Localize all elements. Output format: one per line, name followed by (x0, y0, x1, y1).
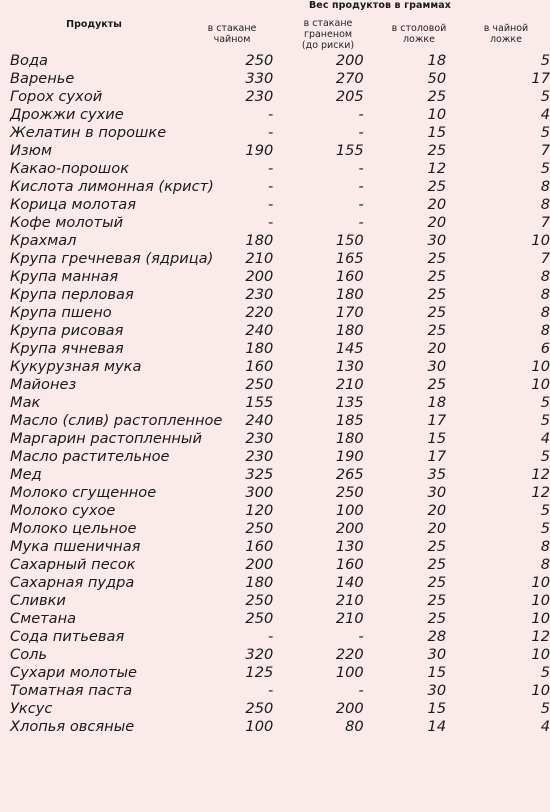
product-name: Горох сухой (10, 88, 103, 105)
table-row (10, 466, 550, 484)
tablespoon-value: 20 (427, 196, 447, 213)
column-header-tea-glass: в стакане чайном (207, 23, 257, 45)
table-row (10, 268, 550, 286)
table-row (10, 592, 550, 610)
tea-glass-value: 300 (245, 484, 274, 501)
teaspoon-value: 5 (540, 88, 550, 105)
column-header-teaspoon: в чайной ложке (483, 23, 529, 45)
faceted-glass-value: 180 (335, 430, 364, 447)
tea-glass-value: 250 (245, 52, 274, 69)
teaspoon-value: 8 (540, 178, 550, 195)
product-name: Крупа пшено (10, 304, 112, 321)
tablespoon-value: 25 (427, 556, 447, 573)
faceted-glass-value: 190 (335, 448, 364, 465)
teaspoon-value: 10 (531, 646, 550, 663)
tea-glass-value: 250 (245, 700, 274, 717)
product-name: Сахарный песок (10, 556, 136, 573)
table-row (10, 610, 550, 628)
tablespoon-value: 20 (427, 214, 447, 231)
tea-glass-value: 250 (245, 520, 274, 537)
table-row (10, 142, 550, 160)
product-name: Изюм (10, 142, 52, 159)
teaspoon-value: 8 (540, 538, 550, 555)
teaspoon-value: 5 (540, 160, 550, 177)
table-body (10, 52, 550, 736)
faceted-glass-value: 210 (335, 610, 364, 627)
faceted-glass-value: 160 (335, 556, 364, 573)
teaspoon-value: 4 (540, 430, 550, 447)
tablespoon-value: 15 (427, 430, 447, 447)
faceted-glass-value: 160 (335, 268, 364, 285)
teaspoon-value: 10 (531, 376, 550, 393)
tea-glass-value: 240 (245, 322, 274, 339)
tablespoon-value: 17 (427, 412, 447, 429)
teaspoon-value: 4 (540, 718, 550, 735)
faceted-glass-value: 130 (335, 358, 364, 375)
faceted-glass-value: 200 (335, 52, 364, 69)
teaspoon-value: 7 (540, 214, 550, 231)
product-name: Дрожжи сухие (10, 106, 124, 123)
product-name: Какао-порошок (10, 160, 130, 177)
table-row (10, 160, 550, 178)
tea-glass-value: 200 (245, 268, 274, 285)
tablespoon-value: 25 (427, 610, 447, 627)
tea-glass-value: 100 (245, 718, 274, 735)
tablespoon-value: 25 (427, 88, 447, 105)
table-row (10, 196, 550, 214)
teaspoon-value: 5 (540, 394, 550, 411)
tablespoon-value: 35 (427, 466, 447, 483)
product-name: Сода питьевая (10, 628, 125, 645)
product-name: Крупа ячневая (10, 340, 124, 357)
teaspoon-value: 8 (540, 286, 550, 303)
column-header-faceted-glass: в стакане граненом (до риски) (301, 18, 355, 51)
tea-glass-value: 120 (245, 502, 274, 519)
faceted-glass-value: 265 (335, 466, 364, 483)
table-row (10, 376, 550, 394)
tea-glass-value: 325 (245, 466, 274, 483)
table-row (10, 700, 550, 718)
weights-table (10, 52, 550, 736)
column-header-tablespoon: в столовой ложке (391, 23, 447, 45)
tablespoon-value: 12 (427, 160, 447, 177)
table-row (10, 178, 550, 196)
faceted-glass-value: 205 (335, 88, 364, 105)
product-name: Крупа перловая (10, 286, 134, 303)
tablespoon-value: 25 (427, 304, 447, 321)
tablespoon-value: 18 (427, 52, 447, 69)
tea-glass-value: 250 (245, 610, 274, 627)
table-row (10, 394, 550, 412)
faceted-glass-value: 220 (335, 646, 364, 663)
tablespoon-value: 14 (427, 718, 447, 735)
tea-glass-value: - (268, 196, 274, 213)
product-name: Крупа манная (10, 268, 119, 285)
faceted-glass-value: 155 (335, 142, 364, 159)
product-name: Хлопья овсяные (10, 718, 135, 735)
faceted-glass-value: 165 (335, 250, 364, 267)
product-name: Желатин в порошке (10, 124, 167, 141)
tablespoon-value: 30 (427, 484, 447, 501)
faceted-glass-value: 100 (335, 664, 364, 681)
tablespoon-value: 30 (427, 646, 447, 663)
products-column-header: Продукты (66, 19, 122, 30)
tea-glass-value: - (268, 124, 274, 141)
faceted-glass-value: - (358, 106, 364, 123)
product-name: Крупа гречневая (ядрица) (10, 250, 214, 267)
table-row (10, 718, 550, 736)
teaspoon-value: 8 (540, 556, 550, 573)
tablespoon-value: 25 (427, 250, 447, 267)
table-row (10, 502, 550, 520)
teaspoon-value: 10 (531, 610, 550, 627)
table-row (10, 304, 550, 322)
table-row (10, 286, 550, 304)
faceted-glass-value: 210 (335, 592, 364, 609)
tablespoon-value: 25 (427, 268, 447, 285)
table-row (10, 52, 550, 70)
faceted-glass-value: 130 (335, 538, 364, 555)
tea-glass-value: 200 (245, 556, 274, 573)
tablespoon-value: 30 (427, 232, 447, 249)
table-row (10, 250, 550, 268)
tea-glass-value: - (268, 178, 274, 195)
table-row (10, 628, 550, 646)
table-row (10, 430, 550, 448)
product-name: Молоко сухое (10, 502, 116, 519)
faceted-glass-value: 210 (335, 376, 364, 393)
tablespoon-value: 20 (427, 340, 447, 357)
teaspoon-value: 10 (531, 682, 550, 699)
product-name: Мука пшеничная (10, 538, 141, 555)
tea-glass-value: 180 (245, 574, 274, 591)
table-row (10, 106, 550, 124)
tea-glass-value: 250 (245, 592, 274, 609)
faceted-glass-value: 145 (335, 340, 364, 357)
teaspoon-value: 12 (531, 484, 550, 501)
tea-glass-value: - (268, 214, 274, 231)
teaspoon-value: 10 (531, 232, 550, 249)
tablespoon-value: 25 (427, 178, 447, 195)
table-row (10, 322, 550, 340)
teaspoon-value: 5 (540, 52, 550, 69)
product-name: Крахмал (10, 232, 77, 249)
tea-glass-value: 240 (245, 412, 274, 429)
tea-glass-value: 180 (245, 232, 274, 249)
teaspoon-value: 7 (540, 250, 550, 267)
tablespoon-value: 30 (427, 682, 447, 699)
product-name: Молоко сгущенное (10, 484, 157, 501)
tablespoon-value: 20 (427, 502, 447, 519)
faceted-glass-value: 135 (335, 394, 364, 411)
tea-glass-value: 210 (245, 250, 274, 267)
tea-glass-value: 160 (245, 358, 274, 375)
teaspoon-value: 8 (540, 322, 550, 339)
teaspoon-value: 10 (531, 574, 550, 591)
product-name: Сухари молотые (10, 664, 137, 681)
product-name: Масло (слив) растопленное (10, 412, 223, 429)
faceted-glass-value: 100 (335, 502, 364, 519)
tablespoon-value: 25 (427, 286, 447, 303)
teaspoon-value: 5 (540, 664, 550, 681)
faceted-glass-value: 180 (335, 322, 364, 339)
product-name: Томатная паста (10, 682, 133, 699)
product-name: Кофе молотый (10, 214, 124, 231)
teaspoon-value: 8 (540, 196, 550, 213)
tea-glass-value: 230 (245, 286, 274, 303)
product-name: Уксус (10, 700, 53, 717)
tea-glass-value: 180 (245, 340, 274, 357)
faceted-glass-value: 140 (335, 574, 364, 591)
table-row (10, 124, 550, 142)
product-name: Крупа рисовая (10, 322, 124, 339)
faceted-glass-value: - (358, 178, 364, 195)
tablespoon-value: 25 (427, 376, 447, 393)
tea-glass-value: 125 (245, 664, 274, 681)
faceted-glass-value: 185 (335, 412, 364, 429)
product-name: Молоко цельное (10, 520, 137, 537)
teaspoon-value: 5 (540, 412, 550, 429)
tablespoon-value: 25 (427, 574, 447, 591)
product-name: Кислота лимонная (крист) (10, 178, 214, 195)
tea-glass-value: - (268, 160, 274, 177)
tea-glass-value: - (268, 682, 274, 699)
tablespoon-value: 25 (427, 322, 447, 339)
teaspoon-value: 4 (540, 106, 550, 123)
table-row (10, 340, 550, 358)
table-row (10, 520, 550, 538)
faceted-glass-value: 80 (345, 718, 364, 735)
tea-glass-value: 220 (245, 304, 274, 321)
table-row (10, 358, 550, 376)
tablespoon-value: 25 (427, 538, 447, 555)
product-name: Корица молотая (10, 196, 136, 213)
faceted-glass-value: 270 (335, 70, 364, 87)
tea-glass-value: 230 (245, 88, 274, 105)
table-row (10, 232, 550, 250)
teaspoon-value: 6 (540, 340, 550, 357)
product-name: Сливки (10, 592, 66, 609)
tablespoon-value: 28 (427, 628, 447, 645)
faceted-glass-value: - (358, 628, 364, 645)
product-name: Мед (10, 466, 42, 483)
tea-glass-value: 230 (245, 430, 274, 447)
table-row (10, 214, 550, 232)
faceted-glass-value: - (358, 682, 364, 699)
table-row (10, 448, 550, 466)
teaspoon-value: 5 (540, 700, 550, 717)
product-name: Соль (10, 646, 48, 663)
product-name: Сахарная пудра (10, 574, 135, 591)
tea-glass-value: 160 (245, 538, 274, 555)
product-name: Мак (10, 394, 41, 411)
tablespoon-value: 18 (427, 394, 447, 411)
product-name: Сметана (10, 610, 77, 627)
table-title: Вес продуктов в граммах (308, 0, 452, 11)
teaspoon-value: 10 (531, 592, 550, 609)
table-row (10, 88, 550, 106)
teaspoon-value: 12 (531, 466, 550, 483)
tea-glass-value: 250 (245, 376, 274, 393)
tablespoon-value: 15 (427, 124, 447, 141)
tea-glass-value: 155 (245, 394, 274, 411)
tablespoon-value: 10 (427, 106, 447, 123)
teaspoon-value: 5 (540, 502, 550, 519)
table-row (10, 70, 550, 88)
teaspoon-value: 8 (540, 268, 550, 285)
faceted-glass-value: 150 (335, 232, 364, 249)
table-row (10, 538, 550, 556)
tea-glass-value: 190 (245, 142, 274, 159)
tea-glass-value: 320 (245, 646, 274, 663)
faceted-glass-value: 170 (335, 304, 364, 321)
tablespoon-value: 15 (427, 700, 447, 717)
table-row (10, 664, 550, 682)
tablespoon-value: 25 (427, 592, 447, 609)
product-name: Майонез (10, 376, 77, 393)
teaspoon-value: 7 (540, 142, 550, 159)
product-name: Варенье (10, 70, 75, 87)
tablespoon-value: 20 (427, 520, 447, 537)
table-row (10, 484, 550, 502)
table-row (10, 574, 550, 592)
tablespoon-value: 17 (427, 448, 447, 465)
faceted-glass-value: 200 (335, 700, 364, 717)
faceted-glass-value: - (358, 124, 364, 141)
faceted-glass-value: - (358, 160, 364, 177)
product-name: Маргарин растопленный (10, 430, 202, 447)
faceted-glass-value: - (358, 196, 364, 213)
tablespoon-value: 15 (427, 664, 447, 681)
product-name: Вода (10, 52, 48, 69)
table-row (10, 412, 550, 430)
product-name: Кукурузная мука (10, 358, 142, 375)
faceted-glass-value: 250 (335, 484, 364, 501)
teaspoon-value: 5 (540, 124, 550, 141)
faceted-glass-value: - (358, 214, 364, 231)
teaspoon-value: 17 (531, 70, 550, 87)
teaspoon-value: 5 (540, 520, 550, 537)
tea-glass-value: - (268, 106, 274, 123)
teaspoon-value: 5 (540, 448, 550, 465)
teaspoon-value: 10 (531, 358, 550, 375)
table-row (10, 646, 550, 664)
tea-glass-value: 230 (245, 448, 274, 465)
faceted-glass-value: 200 (335, 520, 364, 537)
tablespoon-value: 50 (427, 70, 447, 87)
teaspoon-value: 8 (540, 304, 550, 321)
faceted-glass-value: 180 (335, 286, 364, 303)
product-name: Масло растительное (10, 448, 170, 465)
table-row (10, 556, 550, 574)
table-row (10, 682, 550, 700)
tea-glass-value: 330 (245, 70, 274, 87)
tea-glass-value: - (268, 628, 274, 645)
tablespoon-value: 25 (427, 142, 447, 159)
teaspoon-value: 12 (531, 628, 550, 645)
tablespoon-value: 30 (427, 358, 447, 375)
